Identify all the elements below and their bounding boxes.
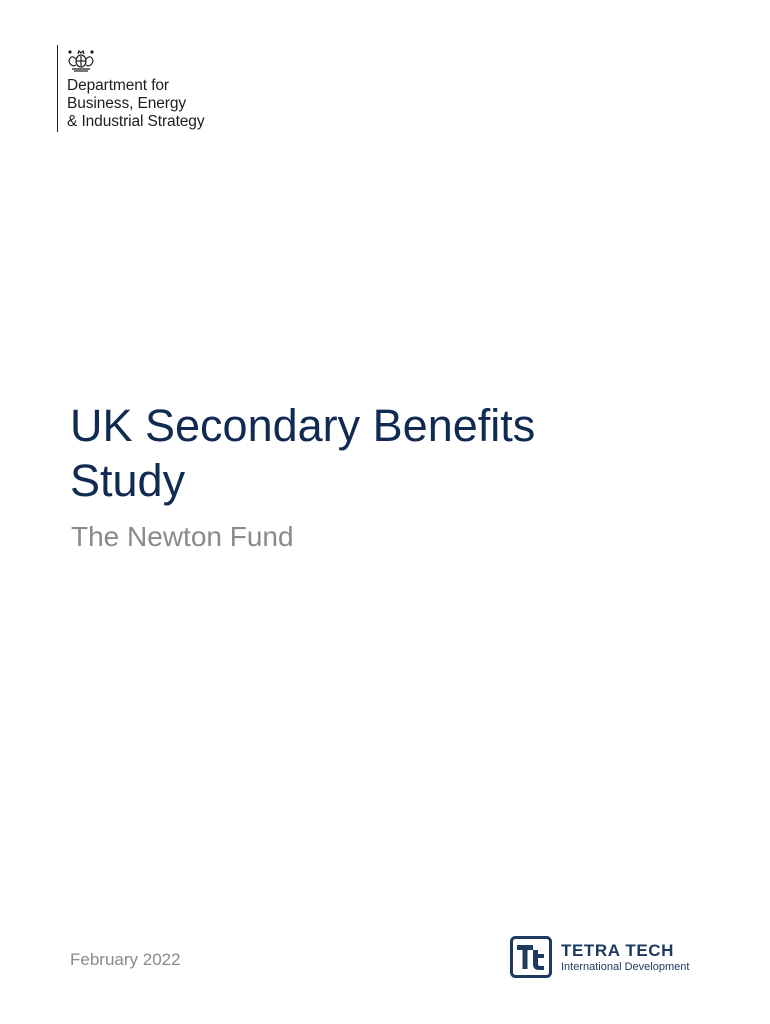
department-name bbox=[67, 77, 267, 131]
tetra-tech-logo-icon bbox=[510, 936, 552, 978]
department-logo bbox=[57, 45, 205, 132]
publication-date: February 2022 bbox=[70, 950, 181, 969]
document-title bbox=[70, 398, 690, 508]
document-title-line-2: Study bbox=[70, 455, 186, 506]
department-name-line-2: Business, Energy bbox=[67, 95, 187, 112]
partner-subtitle: International Development bbox=[561, 961, 690, 973]
partner-name: TETRA TECH bbox=[561, 941, 675, 960]
department-name-line-1: Department for bbox=[67, 77, 169, 94]
document-title-line-1: UK Secondary Benefits bbox=[70, 400, 536, 451]
department-name-line-3: & Industrial Strategy bbox=[67, 113, 205, 130]
royal-coat-of-arms-icon bbox=[66, 47, 96, 73]
document-subtitle: The Newton Fund bbox=[71, 521, 294, 552]
tetra-tech-logo bbox=[510, 936, 710, 978]
